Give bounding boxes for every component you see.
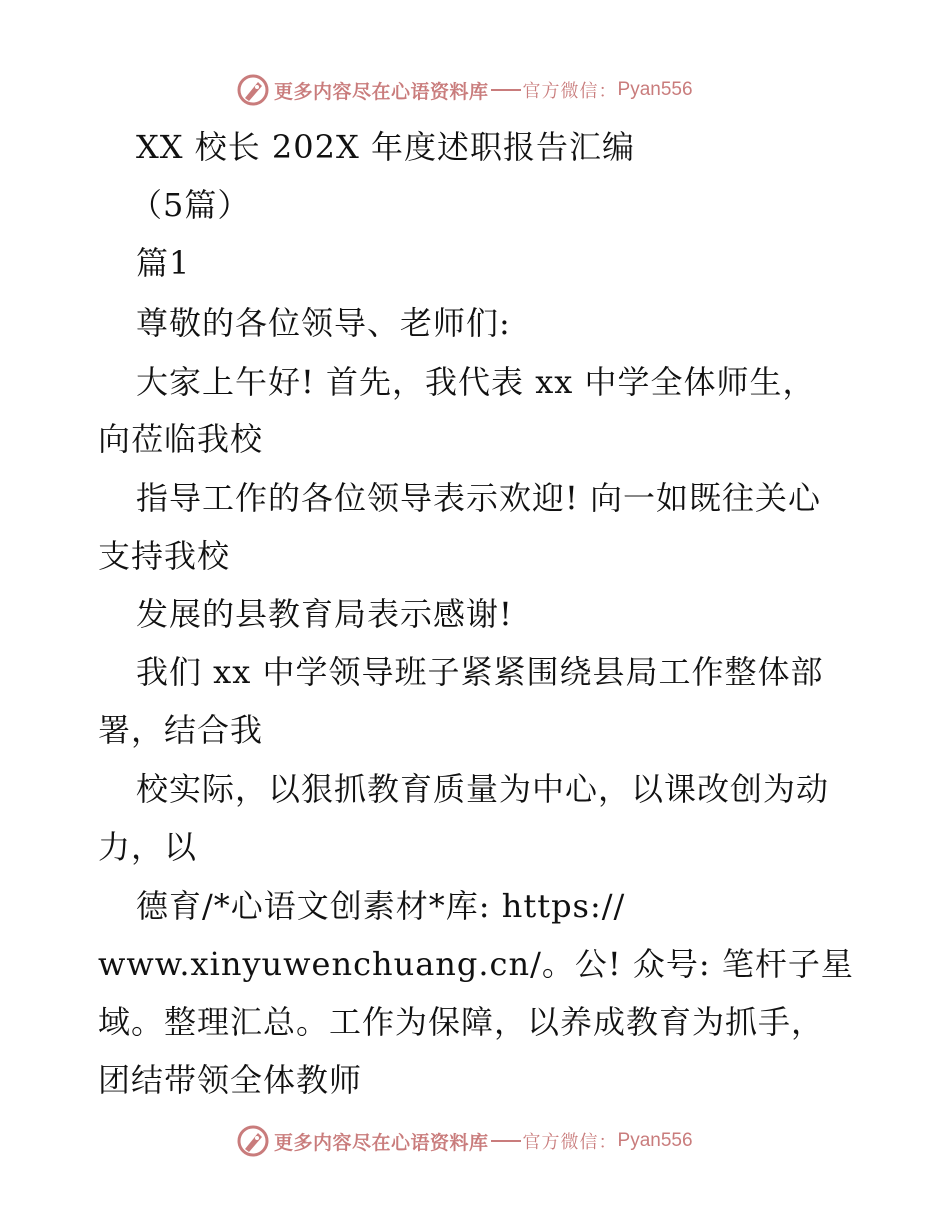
paragraph-line: 团结带领全体教师	[98, 1061, 363, 1099]
paragraph-line: 发展的县教育局表示感谢!	[136, 595, 513, 633]
watermark-banner-top	[236, 72, 693, 108]
watermark-banner-bottom	[236, 1123, 693, 1159]
watermark-wechat: Pyan556	[617, 1130, 693, 1151]
paragraph-line: 尊敬的各位领导、老师们:	[136, 304, 511, 342]
watermark-text: 更多内容尽在心语资料库	[274, 80, 489, 103]
paragraph-line: 校实际，以狠抓教育质量为中心，以课改创为动	[136, 770, 830, 808]
watermark-sub: 官方微信：	[522, 81, 618, 102]
paragraph-line: 力，以	[98, 828, 198, 866]
pen-nib-logo-icon	[236, 73, 270, 107]
watermark-dash	[491, 89, 521, 91]
pen-nib-logo-icon	[236, 1124, 270, 1158]
document-title: XX 校长 202X 年度述职报告汇编	[136, 128, 635, 166]
paragraph-line: 署，结合我	[98, 711, 264, 749]
paragraph-line: 我们 xx 中学领导班子紧紧围绕县局工作整体部	[136, 653, 824, 691]
paragraph-line: 德育/*心语文创素材*库: https://	[136, 887, 626, 925]
paragraph-line: www.xinyuwenchuang.cn/。公! 众号: 笔杆子星	[98, 945, 854, 983]
paragraph-line: 指导工作的各位领导表示欢迎! 向一如既往关心	[136, 479, 822, 517]
watermark-text: 更多内容尽在心语资料库	[274, 1131, 489, 1154]
watermark-wechat: Pyan556	[617, 79, 693, 100]
section-heading: 篇1	[136, 244, 191, 282]
paragraph-line: 支持我校	[98, 537, 231, 575]
paragraph-line: 域。整理汇总。工作为保障，以养成教育为抓手，	[98, 1003, 825, 1041]
paragraph-line: 大家上午好! 首先，我代表 xx 中学全体师生，	[136, 363, 816, 401]
document-count: （5篇）	[130, 186, 251, 224]
watermark-dash	[491, 1140, 521, 1142]
paragraph-line: 向莅临我校	[98, 420, 264, 458]
watermark-sub: 官方微信：	[522, 1132, 618, 1153]
